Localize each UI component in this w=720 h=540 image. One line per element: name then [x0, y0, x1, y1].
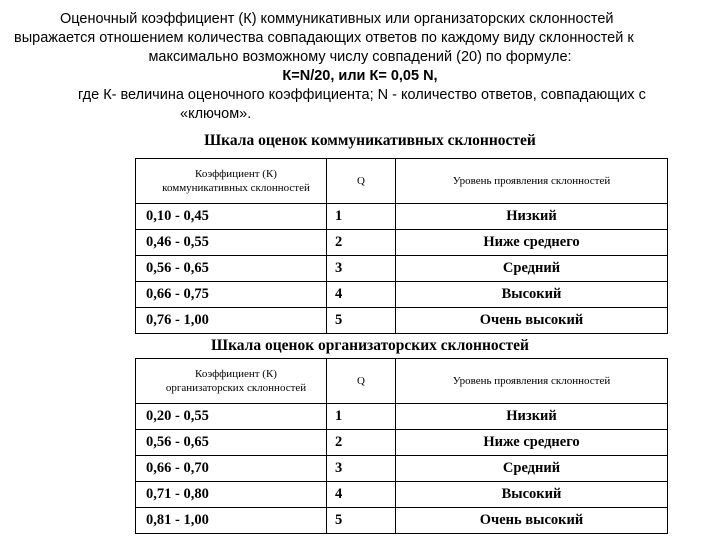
header-level: Уровень проявления склонностей [396, 359, 668, 404]
range-cell: 0,56 - 0,65 [136, 430, 327, 456]
q-cell: 5 [327, 508, 396, 534]
comm-scale-table [135, 158, 668, 334]
header-q: Q [327, 359, 396, 404]
range-cell: 0,81 - 1,00 [136, 508, 327, 534]
header-coefficient [136, 159, 327, 204]
level-cell: Низкий [396, 404, 668, 430]
range-cell: 0,71 - 0,80 [136, 482, 327, 508]
table-row [136, 308, 668, 334]
range-cell: 0,76 - 1,00 [136, 308, 327, 334]
range-cell: 0,10 - 0,45 [136, 204, 327, 230]
formula: К=N/20, или К= 0,05 N, [282, 68, 438, 84]
level-cell: Ниже среднего [396, 430, 668, 456]
table-row [136, 482, 668, 508]
intro-paragraph [0, 10, 720, 124]
header-level: Уровень проявления склонностей [396, 159, 668, 204]
table-row [136, 456, 668, 482]
q-cell: 4 [327, 482, 396, 508]
header-coefficient-line2: организаторских склонностей [165, 382, 307, 394]
header-coefficient-line1: Коэффициент (К) [195, 168, 277, 180]
intro-line: максимально возможному числу совпадений (20) по формуле: [148, 49, 572, 65]
q-cell: 2 [327, 430, 396, 456]
intro-line: «ключом». [180, 106, 252, 122]
range-cell: 0,46 - 0,55 [136, 230, 327, 256]
level-cell: Средний [396, 456, 668, 482]
q-cell: 4 [327, 282, 396, 308]
q-cell: 3 [327, 256, 396, 282]
table-row [136, 230, 668, 256]
comm-scale-title: Шкала оценок коммуникативных склонностей [204, 132, 536, 149]
table-row [136, 256, 668, 282]
header-q: Q [327, 159, 396, 204]
table-row [136, 282, 668, 308]
intro-line: Оценочный коэффициент (К) коммуникативных или организаторских склонностей [60, 11, 614, 27]
intro-line: выражается отношением количества совпадающих ответов по каждому виду склонностей к [14, 30, 634, 46]
level-cell: Средний [396, 256, 668, 282]
q-cell: 2 [327, 230, 396, 256]
table-row [136, 204, 668, 230]
level-cell: Ниже среднего [396, 230, 668, 256]
range-cell: 0,20 - 0,55 [136, 404, 327, 430]
q-cell: 5 [327, 308, 396, 334]
q-cell: 1 [327, 404, 396, 430]
table-row [136, 508, 668, 534]
org-scale-table [135, 358, 668, 534]
level-cell: Высокий [396, 282, 668, 308]
level-cell: Низкий [396, 204, 668, 230]
range-cell: 0,66 - 0,75 [136, 282, 327, 308]
header-coefficient [136, 359, 327, 404]
table-header-row [136, 159, 668, 204]
level-cell: Очень высокий [396, 508, 668, 534]
org-scale-title: Шкала оценок организаторских склонностей [211, 337, 529, 354]
range-cell: 0,66 - 0,70 [136, 456, 327, 482]
intro-line: где К- величина оценочного коэффициента; N - количество ответов, совпадающих с [78, 87, 646, 103]
table-header-row [136, 359, 668, 404]
q-cell: 3 [327, 456, 396, 482]
level-cell: Очень высокий [396, 308, 668, 334]
level-cell: Высокий [396, 482, 668, 508]
range-cell: 0,56 - 0,65 [136, 256, 327, 282]
q-cell: 1 [327, 204, 396, 230]
header-coefficient-line1: Коэффициент (К) [195, 368, 277, 380]
table-row [136, 430, 668, 456]
header-coefficient-line2: коммуникативных склонностей [162, 182, 310, 194]
table-row [136, 404, 668, 430]
